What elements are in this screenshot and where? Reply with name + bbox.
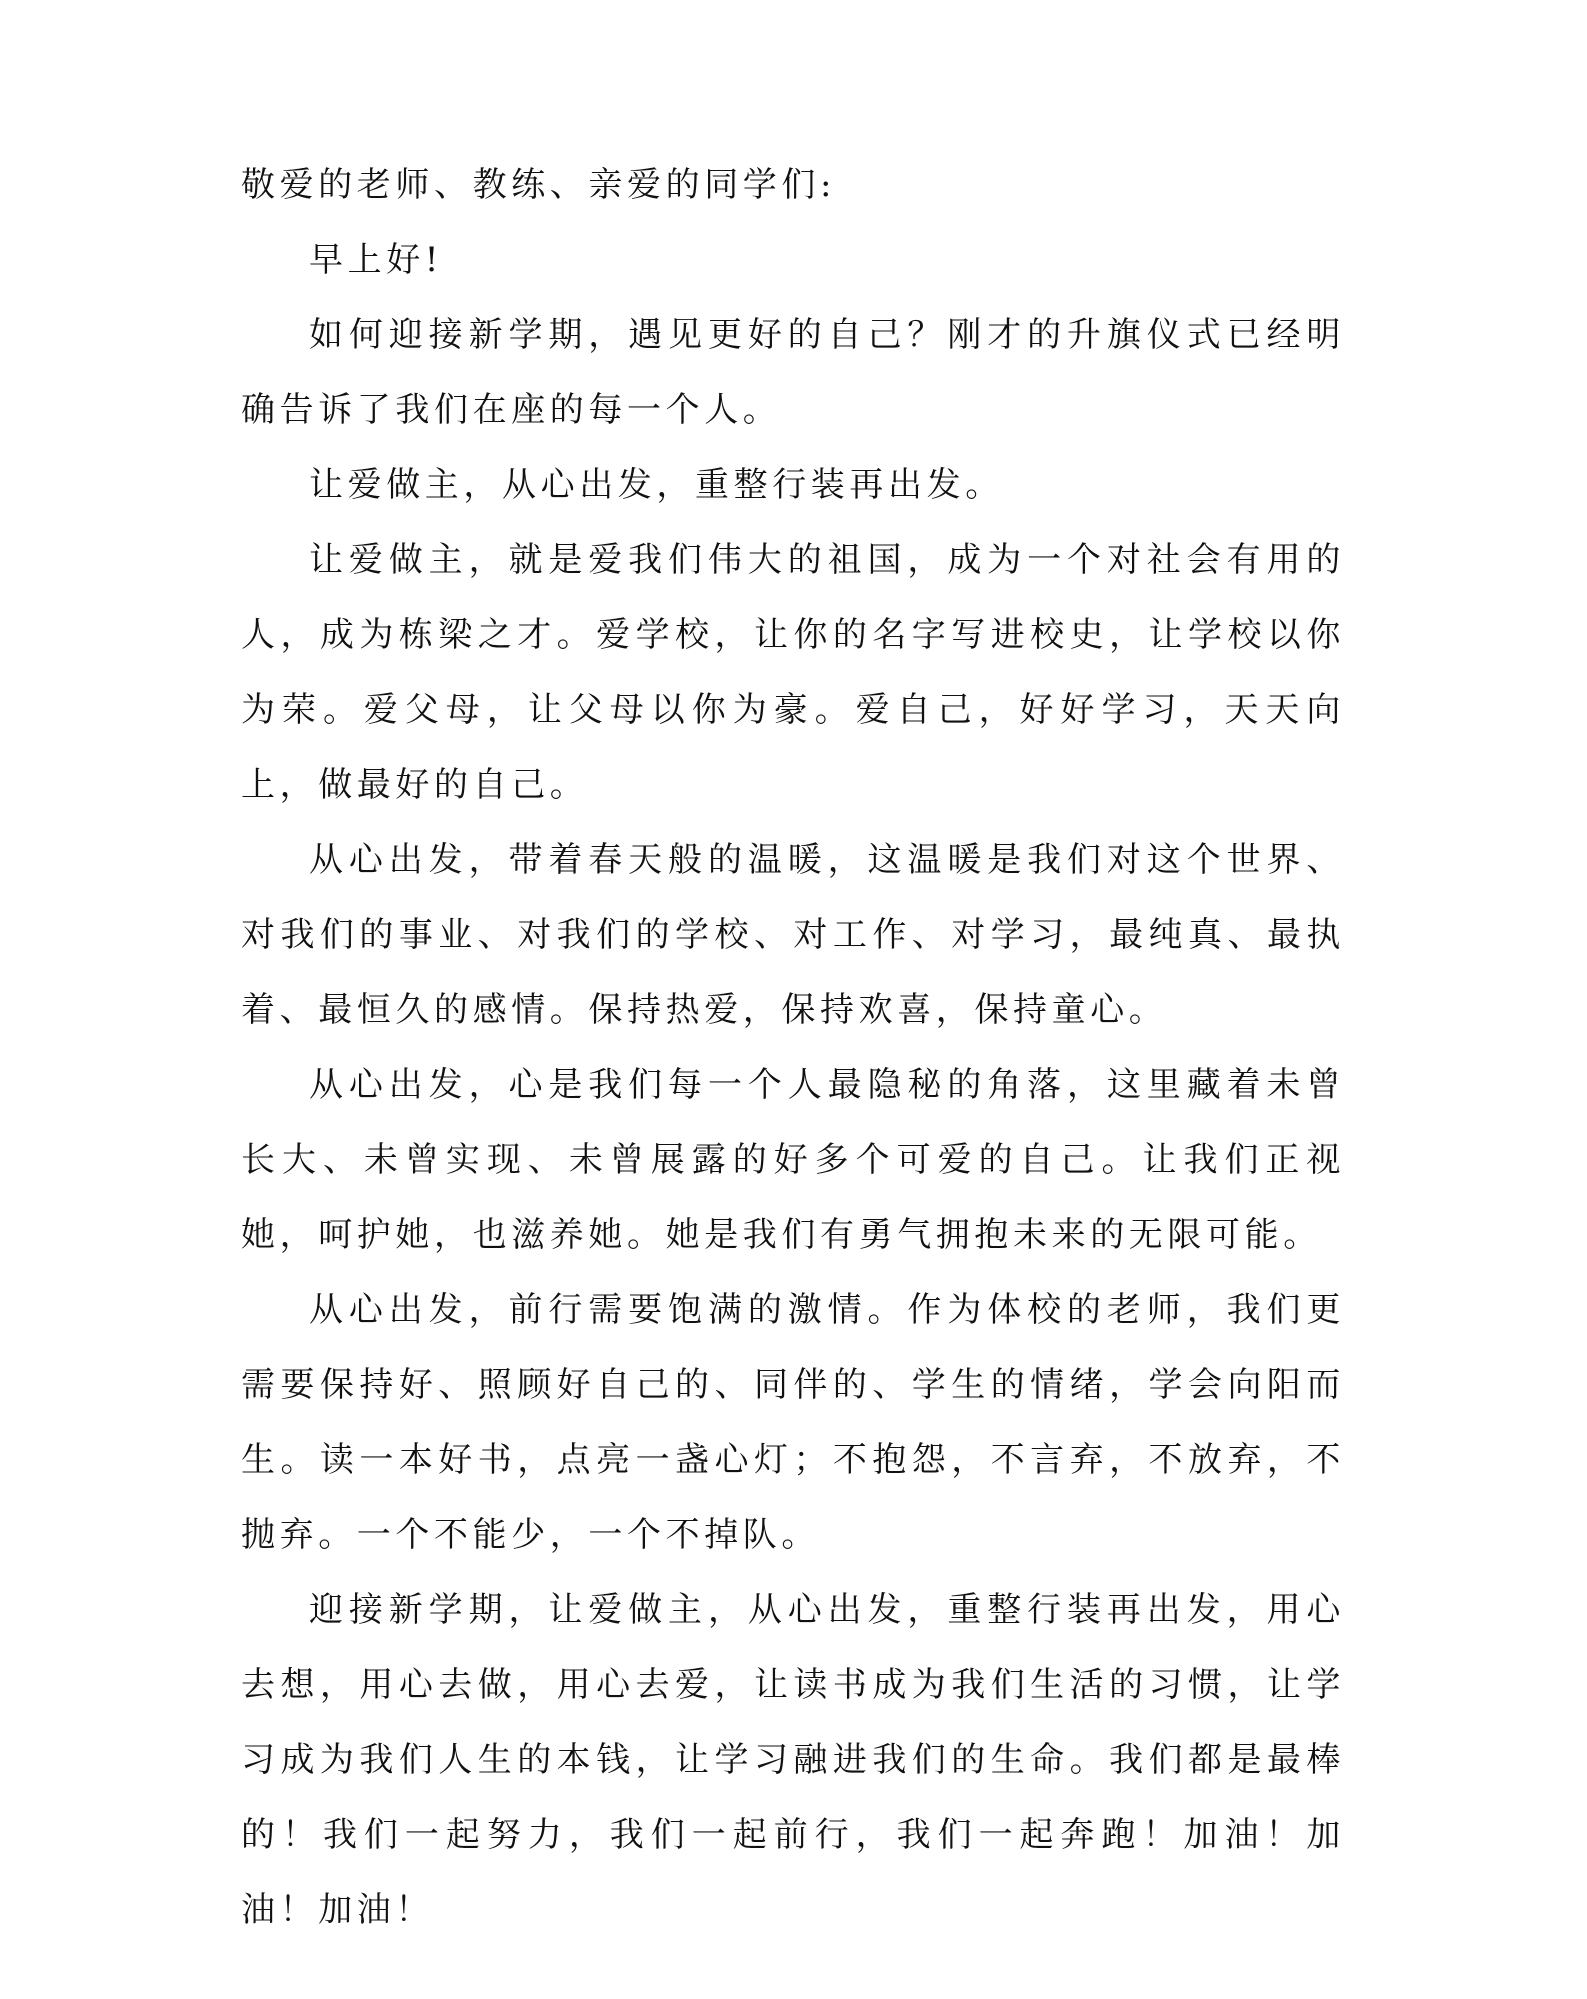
paragraph-3: 让爱做主，就是爱我们伟大的祖国，成为一个对社会有用的人，成为栋梁之才。爱学校，让你的名字写进校史，让学校以你为荣。爱父母，让父母以你为豪。爱自己，好好学习，天天向上，做最好的自己。 [241, 540, 1345, 805]
paragraph-2: 让爱做主，从心出发，重整行装再出发。 [309, 465, 1004, 505]
paragraph-6: 从心出发，前行需要饱满的激情。作为体校的老师，我们更需要保持好、照顾好自己的、同伴的、学生的情绪，学会向阳而生。读一本好书，点亮一盏心灯；不抱怨，不言弃，不放弃，不抛弃。一个不能少，一个不掉队。 [241, 1290, 1345, 1555]
paragraph-1: 如何迎接新学期，遇见更好的自己？刚才的升旗仪式已经明确告诉了我们在座的每一个人。 [241, 315, 1345, 430]
document-body [241, 148, 1345, 1948]
paragraph-7: 迎接新学期，让爱做主，从心出发，重整行装再出发，用心去想，用心去做，用心去爱，让读书成为我们生活的习惯，让学习成为我们人生的本钱，让学习融进我们的生命。我们都是最棒的！我们一起努力，我们一起前行，我们一起奔跑！加油！加油！加油！ [241, 1590, 1345, 1930]
paragraph-4: 从心出发，带着春天般的温暖，这温暖是我们对这个世界、对我们的事业、对我们的学校、对工作、对学习，最纯真、最执着、最恒久的感情。保持热爱，保持欢喜，保持童心。 [241, 840, 1345, 1030]
paragraph-greeting: 早上好! [309, 240, 444, 280]
salutation: 敬爱的老师、教练、亲爱的同学们: [241, 165, 837, 205]
paragraph-5: 从心出发，心是我们每一个人最隐秘的角落，这里藏着未曾长大、未曾实现、未曾展露的好多个可爱的自己。让我们正视她，呵护她，也滋养她。她是我们有勇气拥抱未来的无限可能。 [241, 1065, 1345, 1255]
